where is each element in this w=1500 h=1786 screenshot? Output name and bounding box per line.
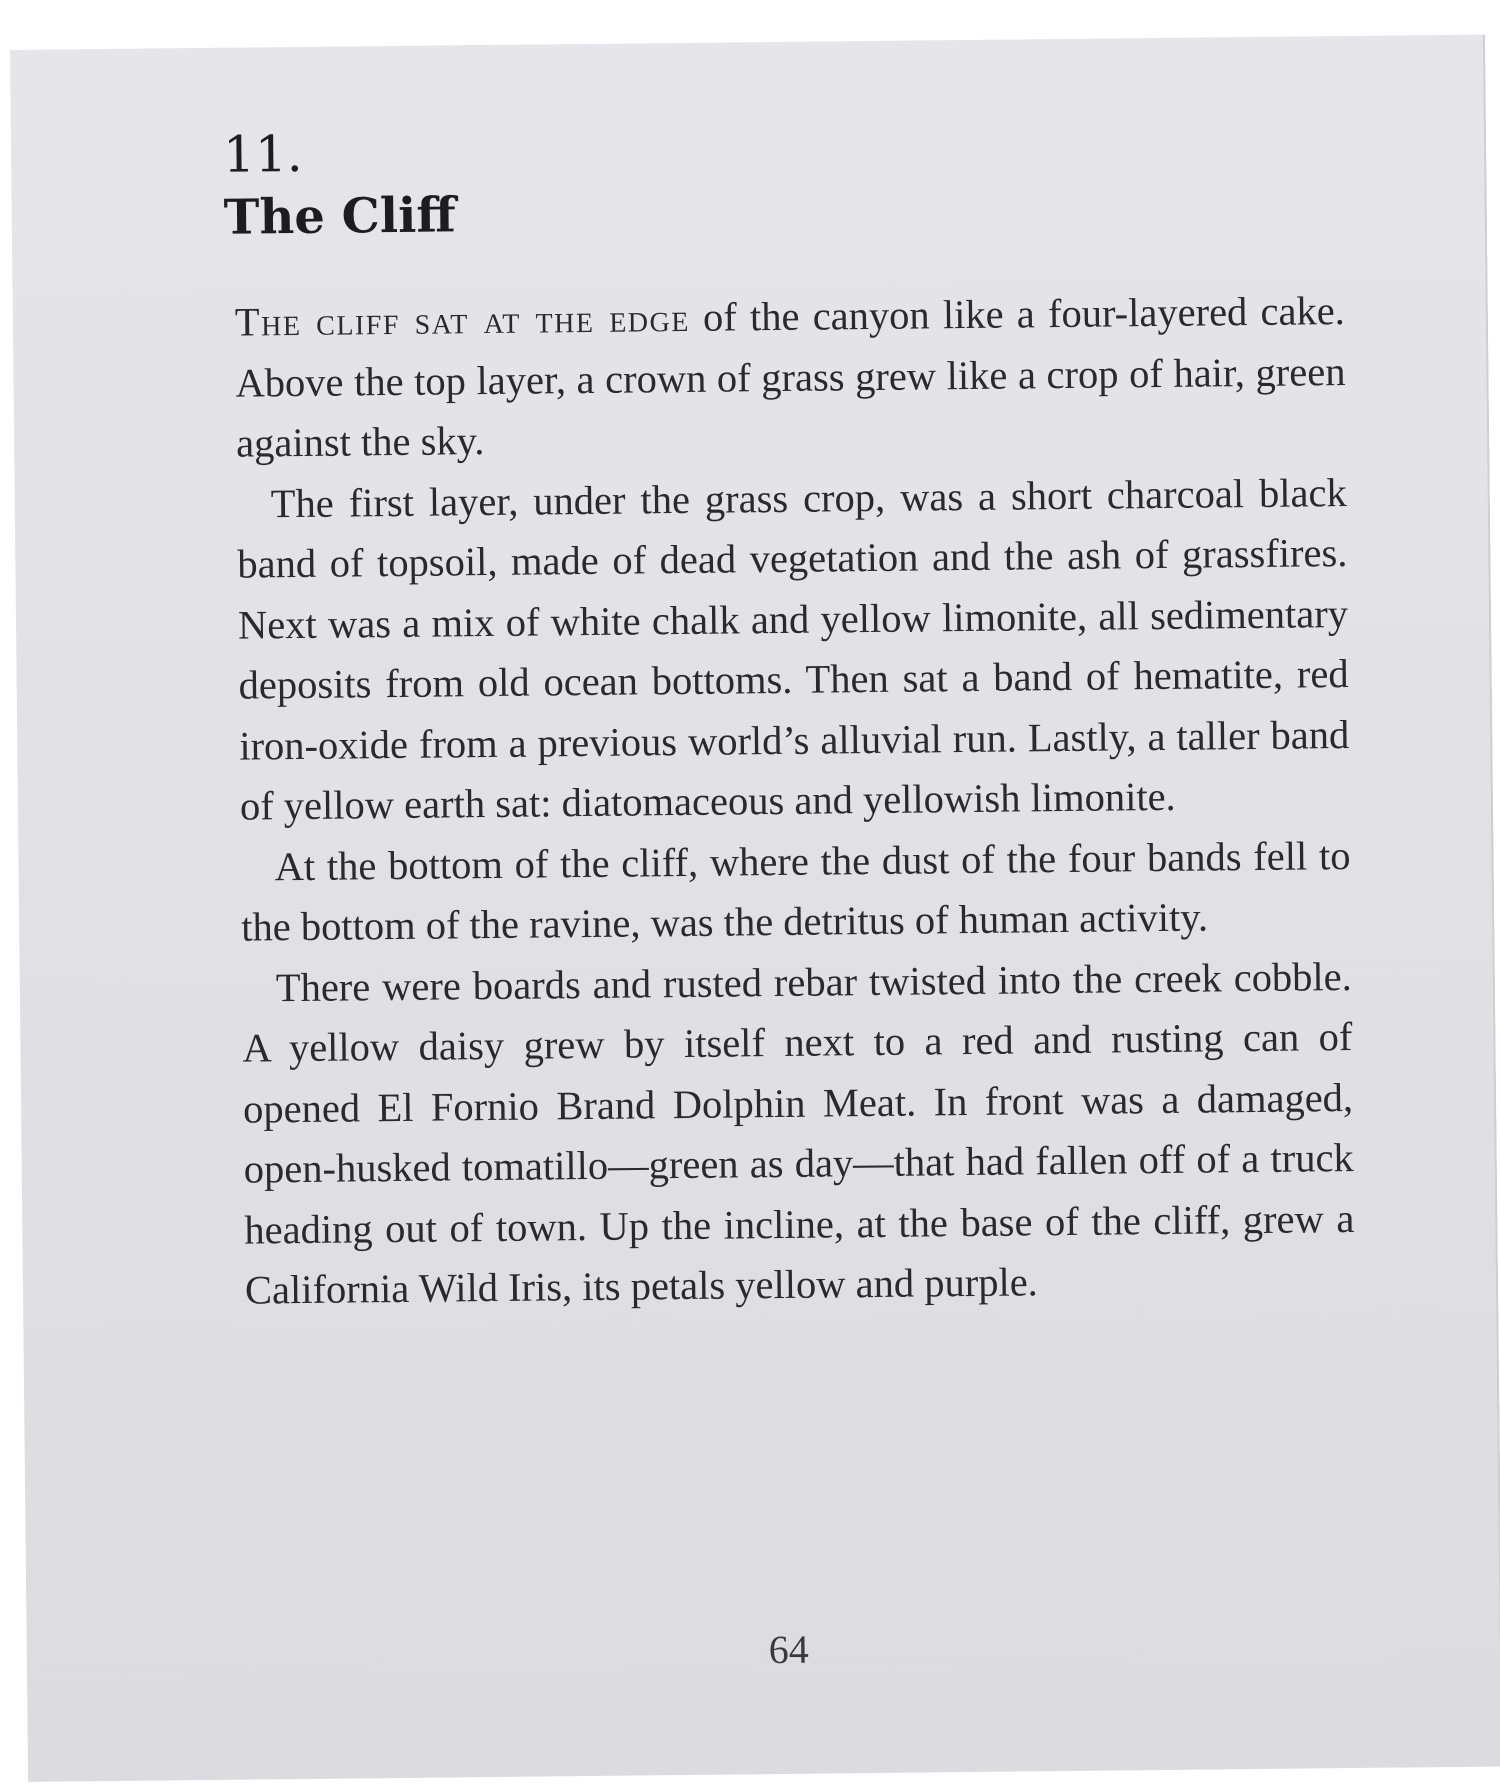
paragraph-text: of the canyon like a four-layered cake. Above the top layer, a crown of grass grew like a crop of hair, green against the sky. bbox=[235, 288, 1346, 466]
chapter-body bbox=[235, 281, 1356, 1321]
paragraph-3: At the bottom of the cliff, where the dust of the four bands fell to the bottom of the ravine, was the detritus of human activity. bbox=[240, 832, 1351, 950]
book-page bbox=[10, 35, 1500, 1782]
paragraph-2: The first layer, under the grass crop, was a short charcoal black band of topsoil, made of dead vegetation and the ash of grassfires. Next was a mix of white chalk and yellow limonite, all sedimentary deposits from old ocean bottoms. Then sat a band of hematite, red iron-oxide from a previous world’s alluvial run. Lastly, a taller band of yellow earth sat: diatomaceous and yellowish limonite. bbox=[237, 469, 1350, 829]
chapter-title: The Cliff bbox=[223, 187, 456, 246]
chapter-number: 11. bbox=[222, 124, 303, 184]
paragraph-1 bbox=[235, 281, 1347, 474]
paragraph-lead-in: The cliff sat at the edge bbox=[234, 294, 691, 345]
page-number: 64 bbox=[768, 1626, 810, 1673]
paragraph-4: There were boards and rusted rebar twisted into the creek cobble. A yellow daisy grew by itself next to a red and rusting can of opened El Fornio Brand Dolphin Meat. In front was a damaged, open-husked tomatillo—green as day—that had fallen off of a truck heading out of town. Up the incline, at the base of the cliff, grew a California Wild Iris, its petals yellow and purple. bbox=[242, 953, 1355, 1313]
